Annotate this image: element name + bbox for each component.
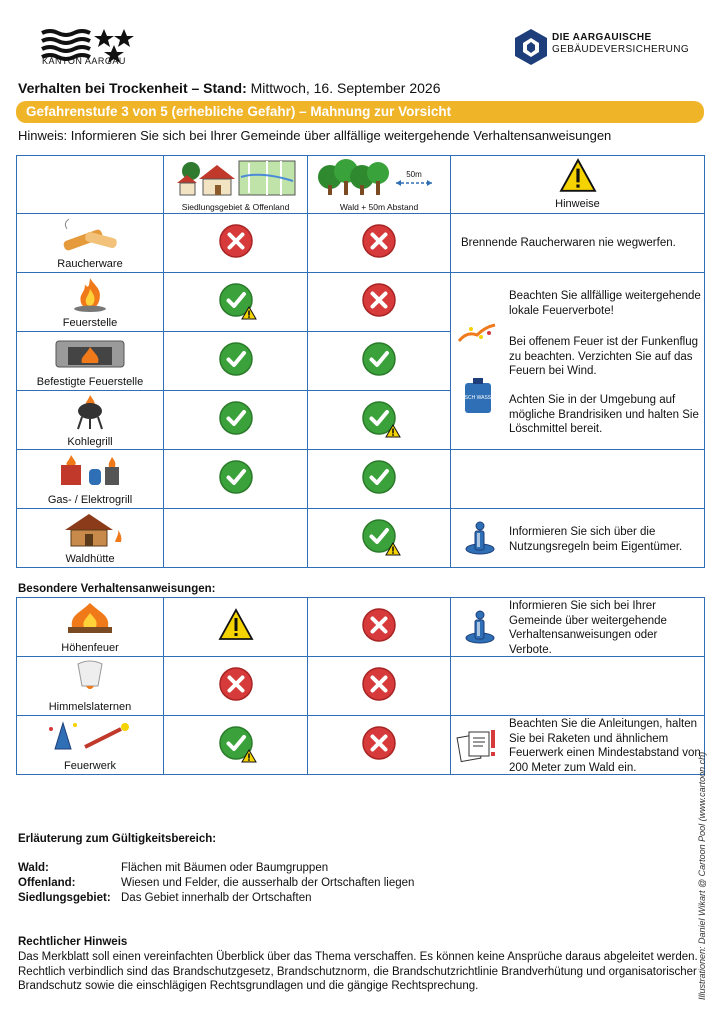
row-label: Waldhütte: [65, 552, 115, 565]
note-loeschmittel: Achten Sie in der Umgebung auf mögliche Brandrisiken und halten Sie Löschmittel bereit.: [509, 394, 699, 435]
row-note: Informieren Sie sich bei Ihrer Gemeinde über weitergehende Verhaltensanweisungen oder Verbote.: [509, 600, 667, 656]
logo-line-1: DIE AARGAUISCHE: [552, 32, 652, 43]
info-icon: [463, 610, 497, 644]
legal-heading: Rechtlicher Hinweis: [18, 936, 128, 948]
def-wald: Flächen mit Bäumen oder Baumgruppen: [121, 862, 329, 874]
title-date: Mittwoch, 16. September 2026: [250, 80, 441, 96]
def-siedlungsgebiet: Das Gebiet innerhalb der Ortschaften: [121, 892, 312, 904]
row-label: Kohlegrill: [67, 435, 113, 448]
note-feuerverbote: Beachten Sie allfällige weitergehende lokale Feuerverbote!: [509, 290, 701, 317]
row-note-cell: [451, 657, 705, 716]
status-forbidden: [308, 657, 451, 716]
forest-hut-icon: [55, 512, 125, 548]
danger-level-banner: Gefahrenstufe 3 von 5 (erhebliche Gefahr) – Mahnung zur Vorsicht: [16, 101, 704, 123]
charcoal-grill-icon: [70, 393, 110, 431]
forbidden-icon: [362, 667, 396, 701]
distance-label: 50m: [406, 170, 422, 179]
row-label: Raucherware: [57, 257, 123, 270]
header-row: [17, 156, 705, 214]
warning-triangle-icon: [219, 609, 253, 641]
caution-icon: [242, 750, 256, 763]
term-wald: Wald:: [18, 862, 49, 874]
status-allowed-caution: [308, 391, 451, 450]
caution-icon: [242, 307, 256, 320]
merged-notes-cell: [451, 273, 705, 450]
row-label-cell: [17, 214, 164, 273]
status-forbidden: [308, 716, 451, 775]
allowed-icon: [362, 460, 396, 494]
special-heading: Besondere Verhaltensanweisungen:: [18, 583, 216, 595]
bonfire-icon: [60, 601, 120, 637]
table-row: [17, 716, 705, 775]
row-label: Himmelslaternen: [48, 700, 132, 713]
row-note: Beachten Sie die Anleitungen, halten Sie bei Raketen und ähnlichem Feuerwerk einen Mindestabstand von 200 Meter zum Wald ein.: [509, 718, 701, 774]
allowed-icon: [219, 342, 253, 376]
allowed-icon: [219, 460, 253, 494]
row-label-cell: [17, 509, 164, 568]
rules-table: [16, 155, 705, 568]
empty-status-cell: [164, 509, 308, 568]
illustration-credit: Illustrationen: Daniel Wikart @ Cartoon Pool (www.cartoon.ch): [697, 751, 707, 1000]
row-label-cell: [17, 450, 164, 509]
sparks-icon: [457, 321, 497, 345]
gebaeudeversicherung-text: [552, 32, 689, 56]
forbidden-icon: [219, 224, 253, 258]
gas-electric-grill-icon: [55, 453, 125, 489]
row-note-cell: [451, 598, 705, 657]
header-col1: [164, 156, 308, 214]
col1-label: Siedlungsgebiet & Offenland: [181, 202, 290, 212]
status-allowed-caution: [164, 716, 308, 775]
table-row: [17, 214, 705, 273]
note-funkenflug: Bei offenem Feuer ist der Funkenflug zu beachten. Verzichten Sie auf das Feuern bei Wind.: [509, 336, 699, 377]
logo-line-2: GEBÄUDEVERSICHERUNG: [552, 44, 690, 55]
status-allowed: [164, 332, 308, 391]
term-siedlungsgebiet: Siedlungsgebiet:: [18, 892, 111, 904]
erlaeuterung-heading: Erläuterung zum Gültigkeitsbereich:: [18, 833, 217, 845]
status-allowed: [164, 391, 308, 450]
legal-body: Das Merkblatt soll einen vereinfachten Überblick über das Thema verschaffen. Es können keine Ansprüche daraus abgeleitet werden. Rechtlich verbindlich sind das Brandschutzgesetz, Brandschutznorm, die Brandschutzrichtlinie Brandverhütung und organisatorischer Brandschutz sowie die einschlägigen Rechtsgrundlagen und die gängige Rechtsprechung.: [18, 951, 698, 992]
title-prefix: Verhalten bei Trockenheit – Stand:: [18, 80, 247, 96]
fireworks-icon: [45, 719, 135, 755]
status-forbidden: [164, 214, 308, 273]
settlement-map-icon: [171, 157, 301, 197]
row-label: Gas- / Elektrogrill: [47, 493, 133, 506]
col3-label: Hinweise: [555, 198, 600, 210]
row-label-cell: [17, 391, 164, 450]
campfire-icon: [65, 276, 115, 312]
cigarettes-icon: [55, 217, 125, 253]
caution-icon: [386, 425, 400, 438]
status-allowed: [308, 450, 451, 509]
row-label-cell: [17, 273, 164, 332]
forbidden-icon: [362, 608, 396, 642]
row-label: Höhenfeuer: [61, 641, 119, 654]
row-note-cell: [451, 716, 705, 775]
table-row: [17, 598, 705, 657]
row-label: Feuerstelle: [62, 316, 118, 329]
term-offenland: Offenland:: [18, 877, 76, 889]
forbidden-icon: [362, 283, 396, 317]
instruction-sheet-icon: [457, 728, 497, 762]
row-label-cell: [17, 657, 164, 716]
canister-label: LÖSCH WASSER: [457, 395, 499, 401]
row-label: Befestigte Feuerstelle: [36, 375, 144, 388]
status-forbidden: [308, 273, 451, 332]
row-note: Informieren Sie sich über die Nutzungsregeln beim Eigentümer.: [509, 526, 683, 553]
status-forbidden: [164, 657, 308, 716]
status-allowed: [164, 450, 308, 509]
sky-lantern-icon: [70, 660, 110, 696]
forbidden-icon: [362, 726, 396, 760]
status-allowed-caution: [164, 273, 308, 332]
status-allowed: [308, 332, 451, 391]
header-col3: [451, 156, 705, 214]
status-caution: [164, 598, 308, 657]
status-allowed-caution: [308, 509, 451, 568]
forbidden-icon: [362, 224, 396, 258]
def-offenland: Wiesen und Felder, die ausserhalb der Ortschaften liegen: [121, 877, 415, 889]
header-col2: [308, 156, 451, 214]
fireplace-icon: [50, 335, 130, 371]
warning-triangle-icon: [560, 159, 596, 193]
kanton-aargau-text: KANTON AARGAU: [42, 56, 126, 66]
table-row: [17, 509, 705, 568]
table-row: [17, 450, 705, 509]
row-note: Brennende Raucherwaren nie wegwerfen.: [451, 214, 705, 273]
table-row: [17, 657, 705, 716]
page-title: [18, 80, 441, 96]
status-forbidden: [308, 214, 451, 273]
row-note-cell: [451, 509, 705, 568]
empty-note-cell: [451, 450, 705, 509]
forest-icon: [314, 157, 444, 197]
hinweis-line: Hinweis: Informieren Sie sich bei Ihrer Gemeinde über allfällige weitergehende Verhaltensanweisungen: [18, 128, 612, 143]
col2-label: Wald + 50m Abstand: [339, 202, 419, 212]
caution-icon: [386, 543, 400, 556]
water-canister-icon: [457, 377, 499, 415]
row-label: Feuerwerk: [64, 759, 116, 772]
status-forbidden: [308, 598, 451, 657]
table-row: [17, 273, 705, 332]
special-rules-table: [16, 597, 705, 775]
row-label-cell: [17, 332, 164, 391]
row-label-cell: [17, 598, 164, 657]
header-empty-cell: [17, 156, 164, 214]
forbidden-icon: [219, 667, 253, 701]
allowed-icon: [362, 342, 396, 376]
allowed-icon: [219, 401, 253, 435]
row-label-cell: [17, 716, 164, 775]
info-icon: [463, 521, 497, 555]
gebaeudeversicherung-logo: [514, 28, 548, 66]
